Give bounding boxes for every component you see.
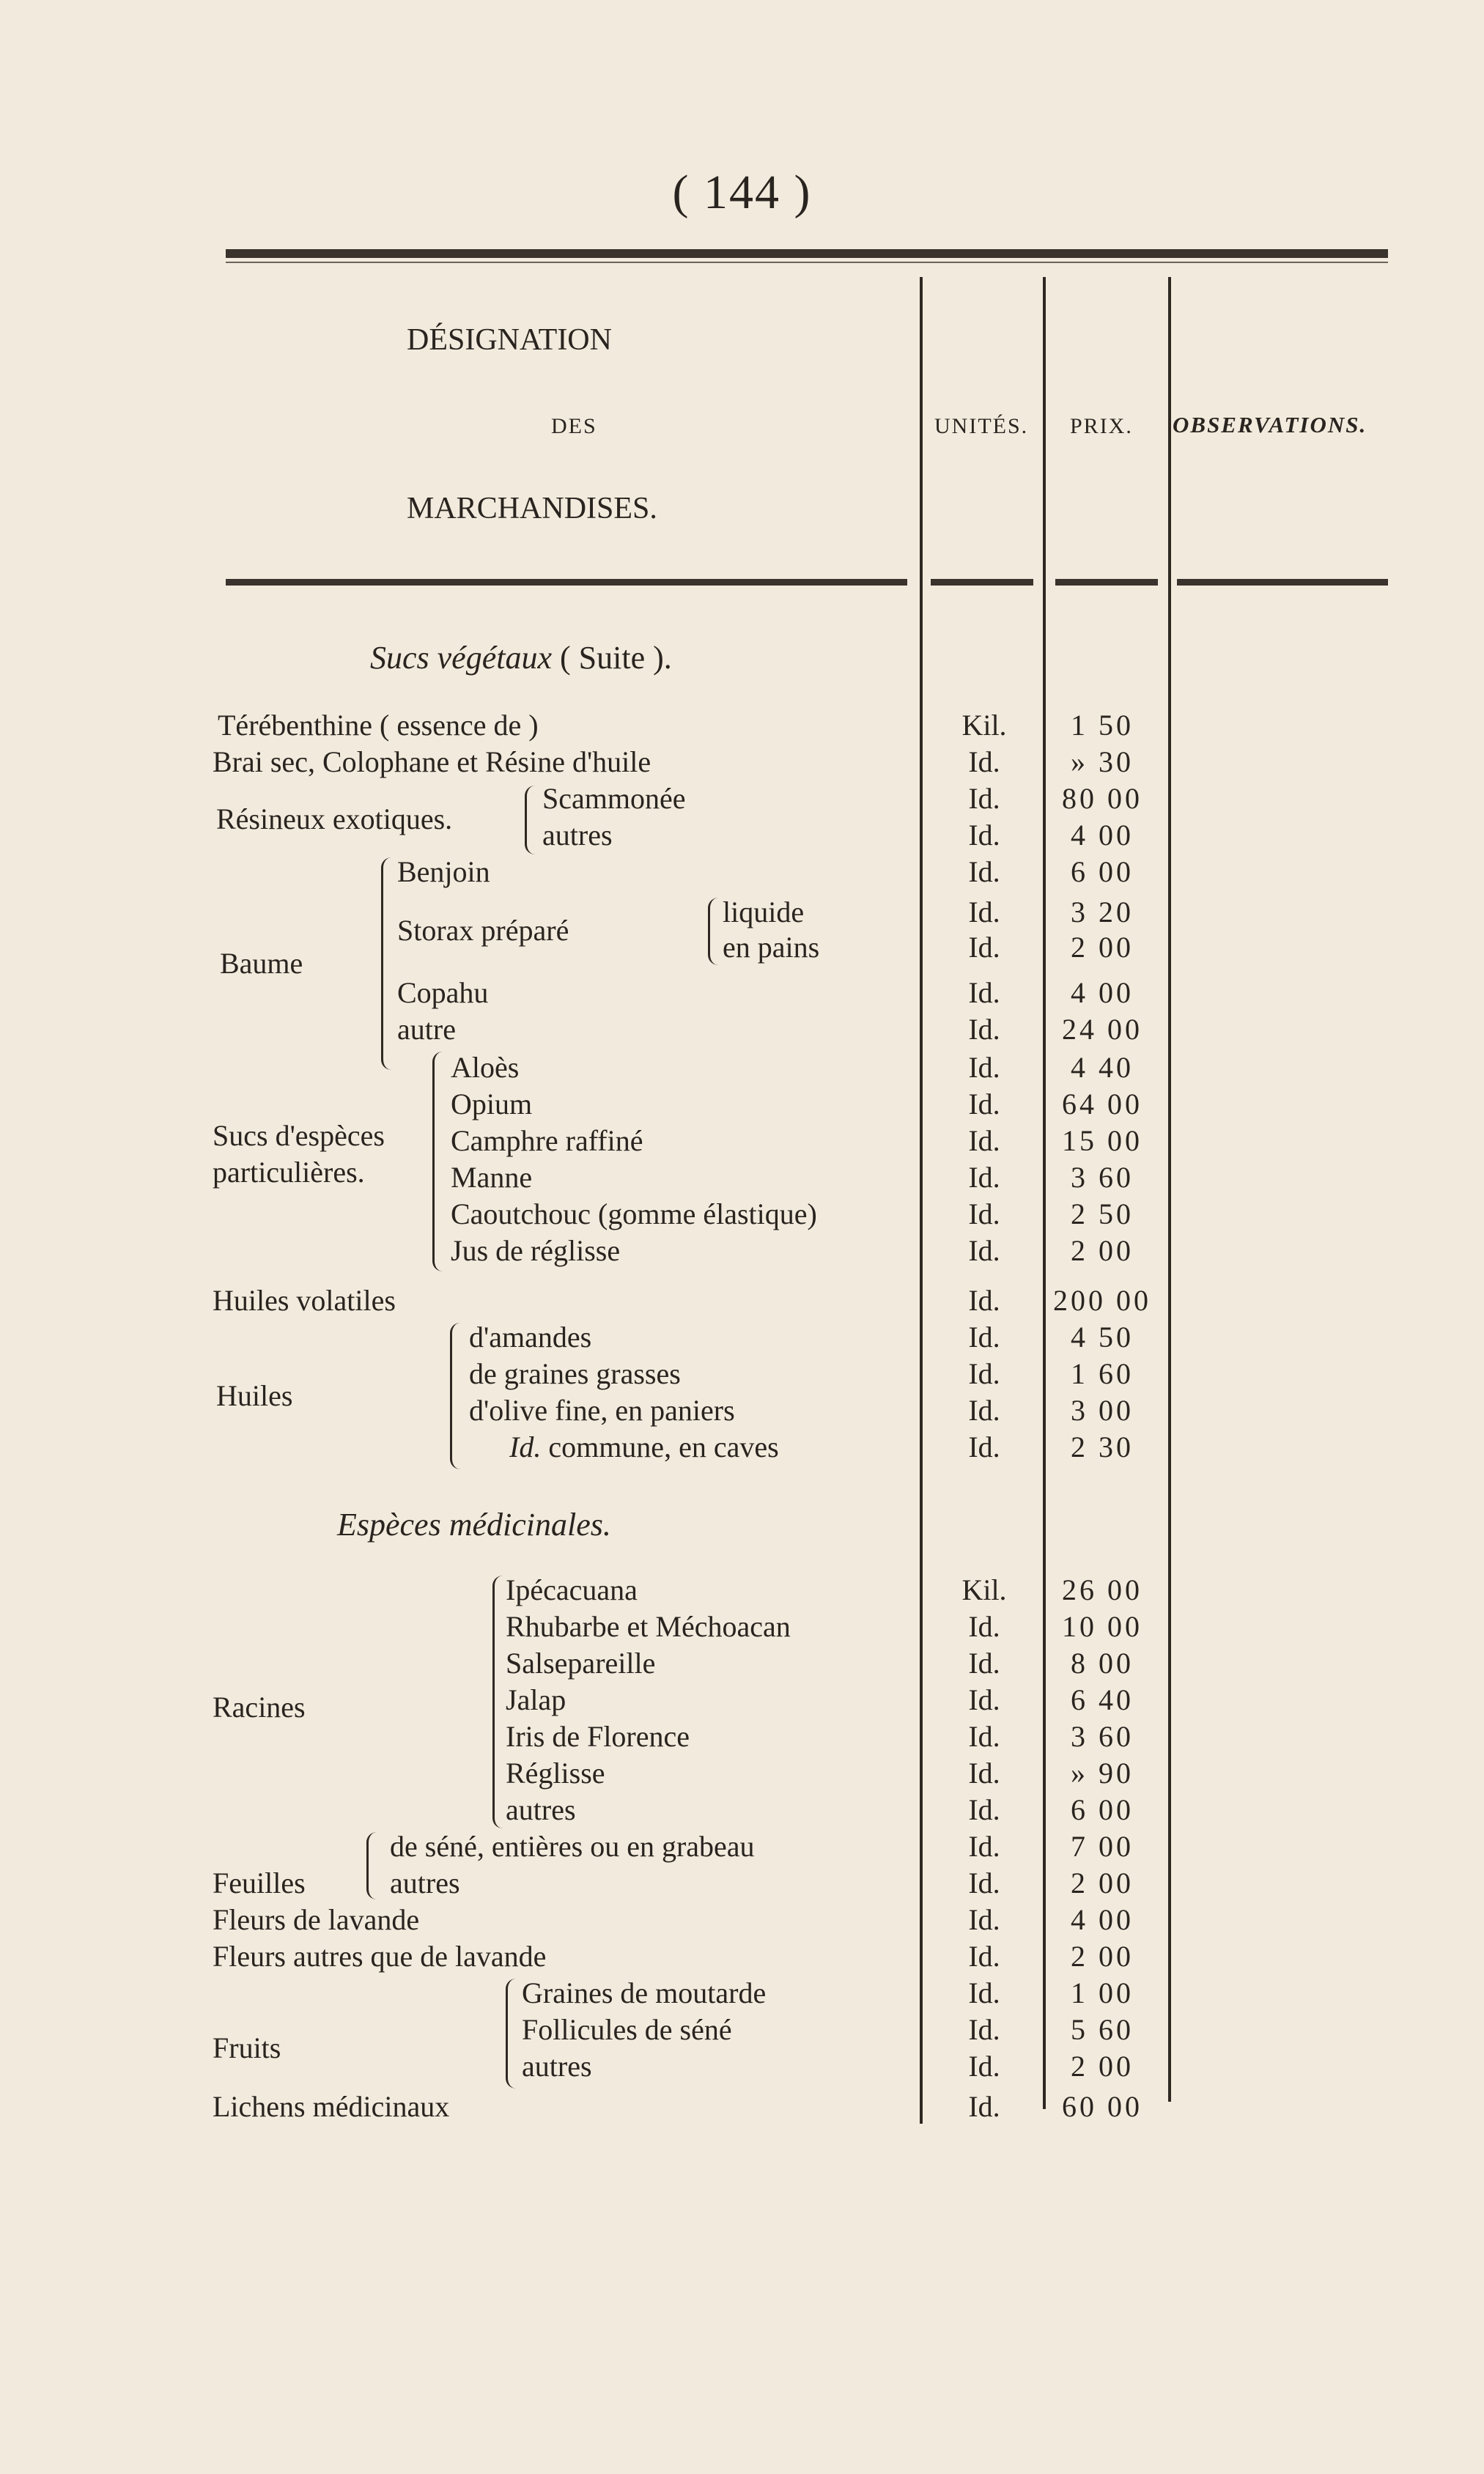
row-unit: Kil. <box>961 709 1007 742</box>
row-label: autres <box>390 1866 460 1899</box>
header-observations: OBSERVATIONS. <box>1173 412 1367 437</box>
row-price: 64 00 <box>1062 1088 1142 1120</box>
row-price: 2 50 <box>1071 1197 1134 1230</box>
row-label <box>509 1429 779 1466</box>
row-label: Scammonée <box>542 782 686 815</box>
row-price: 15 00 <box>1062 1124 1142 1157</box>
section-title-sucs-vegetaux <box>370 639 672 676</box>
row-unit: Id. <box>968 1161 1000 1194</box>
table-row <box>0 780 1484 817</box>
row-label: Aloès <box>451 1051 520 1084</box>
row-label: Térébenthine ( essence de ) <box>218 709 539 742</box>
row-price: 6 00 <box>1071 855 1134 888</box>
row-unit: Id. <box>968 819 1000 852</box>
row-label: Manne <box>451 1161 533 1194</box>
row-unit: Id. <box>968 1013 1000 1046</box>
row-unit: Id. <box>968 1284 1000 1317</box>
row-price: 200 00 <box>1053 1284 1151 1317</box>
table-row <box>0 1319 1484 1356</box>
table-row <box>0 1572 1484 1609</box>
table-row <box>0 1682 1484 1718</box>
section-title-text: Sucs végétaux <box>370 640 552 676</box>
row-unit: Id. <box>968 1234 1000 1267</box>
header-rule-price <box>1055 579 1158 586</box>
row-price: 60 00 <box>1062 2090 1142 2123</box>
row-price: » 90 <box>1071 1757 1134 1790</box>
row-unit: Kil. <box>961 1573 1007 1606</box>
row-unit: Id. <box>968 896 1000 928</box>
row-unit: Id. <box>968 2050 1000 2083</box>
row-price: 6 00 <box>1071 1793 1134 1826</box>
row-price: 4 00 <box>1071 1903 1134 1936</box>
row-label: autres <box>522 2050 592 2083</box>
table-row <box>0 929 1484 966</box>
table-row <box>0 817 1484 854</box>
row-price: 4 00 <box>1071 976 1134 1009</box>
row-unit: Id. <box>968 1976 1000 2009</box>
page-number: ( 144 ) <box>672 166 812 219</box>
row-label: Iris de Florence <box>506 1720 690 1753</box>
row-unit: Id. <box>968 976 1000 1009</box>
row-unit: Id. <box>968 1757 1000 1790</box>
table-row <box>0 1975 1484 2012</box>
row-label: Fleurs autres que de lavande <box>213 1940 547 1973</box>
row-price: 6 40 <box>1071 1683 1134 1716</box>
table-row <box>0 2048 1484 2085</box>
group-label-racines: Racines <box>213 1691 306 1724</box>
row-label: d'amandes <box>469 1321 592 1354</box>
table-row <box>0 1792 1484 1828</box>
row-label: Jalap <box>506 1683 566 1716</box>
row-label-prefix: Id. <box>509 1430 542 1463</box>
table-row <box>0 2012 1484 2048</box>
row-price: 2 00 <box>1071 1866 1134 1899</box>
header-rule-units <box>931 579 1033 586</box>
top-rule-thin <box>226 262 1388 263</box>
section-title-suffix: ( Suite ). <box>560 640 672 676</box>
row-label: en pains <box>723 931 820 964</box>
table-row <box>0 1755 1484 1792</box>
group-label-huiles: Huiles <box>216 1379 293 1412</box>
row-label: Camphre raffiné <box>451 1124 643 1157</box>
row-label: Fleurs de lavande <box>213 1903 420 1936</box>
row-label: Opium <box>451 1088 533 1120</box>
row-price: 2 30 <box>1071 1430 1134 1463</box>
row-unit: Id. <box>968 1903 1000 1936</box>
table-row <box>0 1049 1484 1086</box>
row-unit: Id. <box>968 1197 1000 1230</box>
row-label: liquide <box>723 896 805 928</box>
subgroup-label-storax: Storax préparé <box>397 914 569 947</box>
row-label: de graines grasses <box>469 1357 681 1390</box>
header-designation: DÉSIGNATION <box>407 323 612 357</box>
section-title-especes-medicinales: Espèces médicinales. <box>337 1507 611 1543</box>
row-unit: Id. <box>968 1051 1000 1084</box>
row-label: Huiles volatiles <box>213 1284 396 1317</box>
table-row <box>0 1123 1484 1159</box>
row-label: Graines de moutarde <box>522 1976 767 2009</box>
row-label: Brai sec, Colophane et Résine d'huile <box>213 745 651 778</box>
table-row <box>0 1282 1484 1319</box>
row-label: Copahu <box>397 976 489 1009</box>
row-price: 2 00 <box>1071 1940 1134 1973</box>
table-row <box>0 707 1484 744</box>
row-price: 2 00 <box>1071 2050 1134 2083</box>
table-row <box>0 1233 1484 1269</box>
table-row <box>0 1828 1484 1865</box>
header-rule-observations <box>1177 579 1388 586</box>
table-row <box>0 1902 1484 1938</box>
table-row <box>0 744 1484 780</box>
header-rule-designation <box>226 579 907 586</box>
table-row <box>0 1865 1484 1902</box>
header-prix: PRIX. <box>1070 414 1133 438</box>
row-label: Réglisse <box>506 1757 605 1790</box>
row-label: autres <box>506 1793 576 1826</box>
row-price: 1 60 <box>1071 1357 1134 1390</box>
row-price: 3 60 <box>1071 1161 1134 1194</box>
table-row <box>0 1938 1484 1975</box>
row-price: 4 50 <box>1071 1321 1134 1354</box>
row-price: 26 00 <box>1062 1573 1142 1606</box>
row-price: 3 00 <box>1071 1394 1134 1427</box>
row-label: Lichens médicinaux <box>213 2090 450 2123</box>
row-unit: Id. <box>968 1394 1000 1427</box>
row-label: Caoutchouc (gomme élastique) <box>451 1197 817 1230</box>
row-label: Salsepareille <box>506 1647 656 1680</box>
row-price: 5 60 <box>1071 2013 1134 2046</box>
row-price: 4 00 <box>1071 819 1134 852</box>
row-price: 1 50 <box>1071 709 1134 742</box>
table-row <box>0 1196 1484 1233</box>
table-row <box>0 1159 1484 1196</box>
group-label-baume: Baume <box>220 947 303 980</box>
row-unit: Id. <box>968 2090 1000 2123</box>
group-label-text: Sucs d'espèces particulières. <box>213 1119 385 1189</box>
row-unit: Id. <box>968 1866 1000 1899</box>
row-unit: Id. <box>968 2013 1000 2046</box>
table-row <box>0 1429 1484 1466</box>
group-label-fruits: Fruits <box>213 2031 281 2064</box>
row-price: 24 00 <box>1062 1013 1142 1046</box>
row-label: d'olive fine, en paniers <box>469 1394 735 1427</box>
row-unit: Id. <box>968 1357 1000 1390</box>
row-unit: Id. <box>968 1720 1000 1753</box>
row-label: autres <box>542 819 613 852</box>
table-row <box>0 894 1484 931</box>
row-label: Benjoin <box>397 855 490 888</box>
table-row <box>0 975 1484 1011</box>
row-label-text: commune, en caves <box>548 1430 779 1463</box>
group-label-feuilles: Feuilles <box>213 1866 306 1899</box>
row-unit: Id. <box>968 931 1000 964</box>
row-unit: Id. <box>968 855 1000 888</box>
row-price: 2 00 <box>1071 1234 1134 1267</box>
table-row <box>0 1086 1484 1123</box>
header-unites: UNITÉS. <box>934 414 1029 438</box>
header-des: DES <box>551 414 597 438</box>
row-price: 3 60 <box>1071 1720 1134 1753</box>
row-label: Ipécacuana <box>506 1573 638 1606</box>
row-unit: Id. <box>968 1830 1000 1863</box>
row-price: » 30 <box>1071 745 1134 778</box>
row-unit: Id. <box>968 782 1000 815</box>
row-unit: Id. <box>968 1793 1000 1826</box>
table-row <box>0 1011 1484 1048</box>
row-unit: Id. <box>968 1610 1000 1643</box>
row-unit: Id. <box>968 1124 1000 1157</box>
row-label: Follicules de séné <box>522 2013 732 2046</box>
row-price: 80 00 <box>1062 782 1142 815</box>
row-unit: Id. <box>968 1683 1000 1716</box>
row-label: autre <box>397 1013 456 1046</box>
row-price: 4 40 <box>1071 1051 1134 1084</box>
top-rule <box>226 249 1388 258</box>
row-unit: Id. <box>968 1088 1000 1120</box>
row-price: 7 00 <box>1071 1830 1134 1863</box>
row-label: de séné, entières ou en grabeau <box>390 1830 755 1863</box>
row-label: Rhubarbe et Méchoacan <box>506 1610 791 1643</box>
header-marchandises: MARCHANDISES. <box>407 492 657 525</box>
table-row <box>0 1645 1484 1682</box>
table-row <box>0 1718 1484 1755</box>
table-row <box>0 2089 1484 2125</box>
row-price: 10 00 <box>1062 1610 1142 1643</box>
row-price: 8 00 <box>1071 1647 1134 1680</box>
row-label: Jus de réglisse <box>451 1234 621 1267</box>
table-row <box>0 1609 1484 1645</box>
group-label-resineux: Résineux exotiques. <box>216 802 453 835</box>
row-price: 1 00 <box>1071 1976 1134 2009</box>
table-row <box>0 1356 1484 1392</box>
row-price: 2 00 <box>1071 931 1134 964</box>
row-price: 3 20 <box>1071 896 1134 928</box>
table-row <box>0 854 1484 890</box>
row-unit: Id. <box>968 1647 1000 1680</box>
row-unit: Id. <box>968 1940 1000 1973</box>
row-unit: Id. <box>968 1430 1000 1463</box>
row-unit: Id. <box>968 745 1000 778</box>
row-unit: Id. <box>968 1321 1000 1354</box>
table-row <box>0 1392 1484 1429</box>
